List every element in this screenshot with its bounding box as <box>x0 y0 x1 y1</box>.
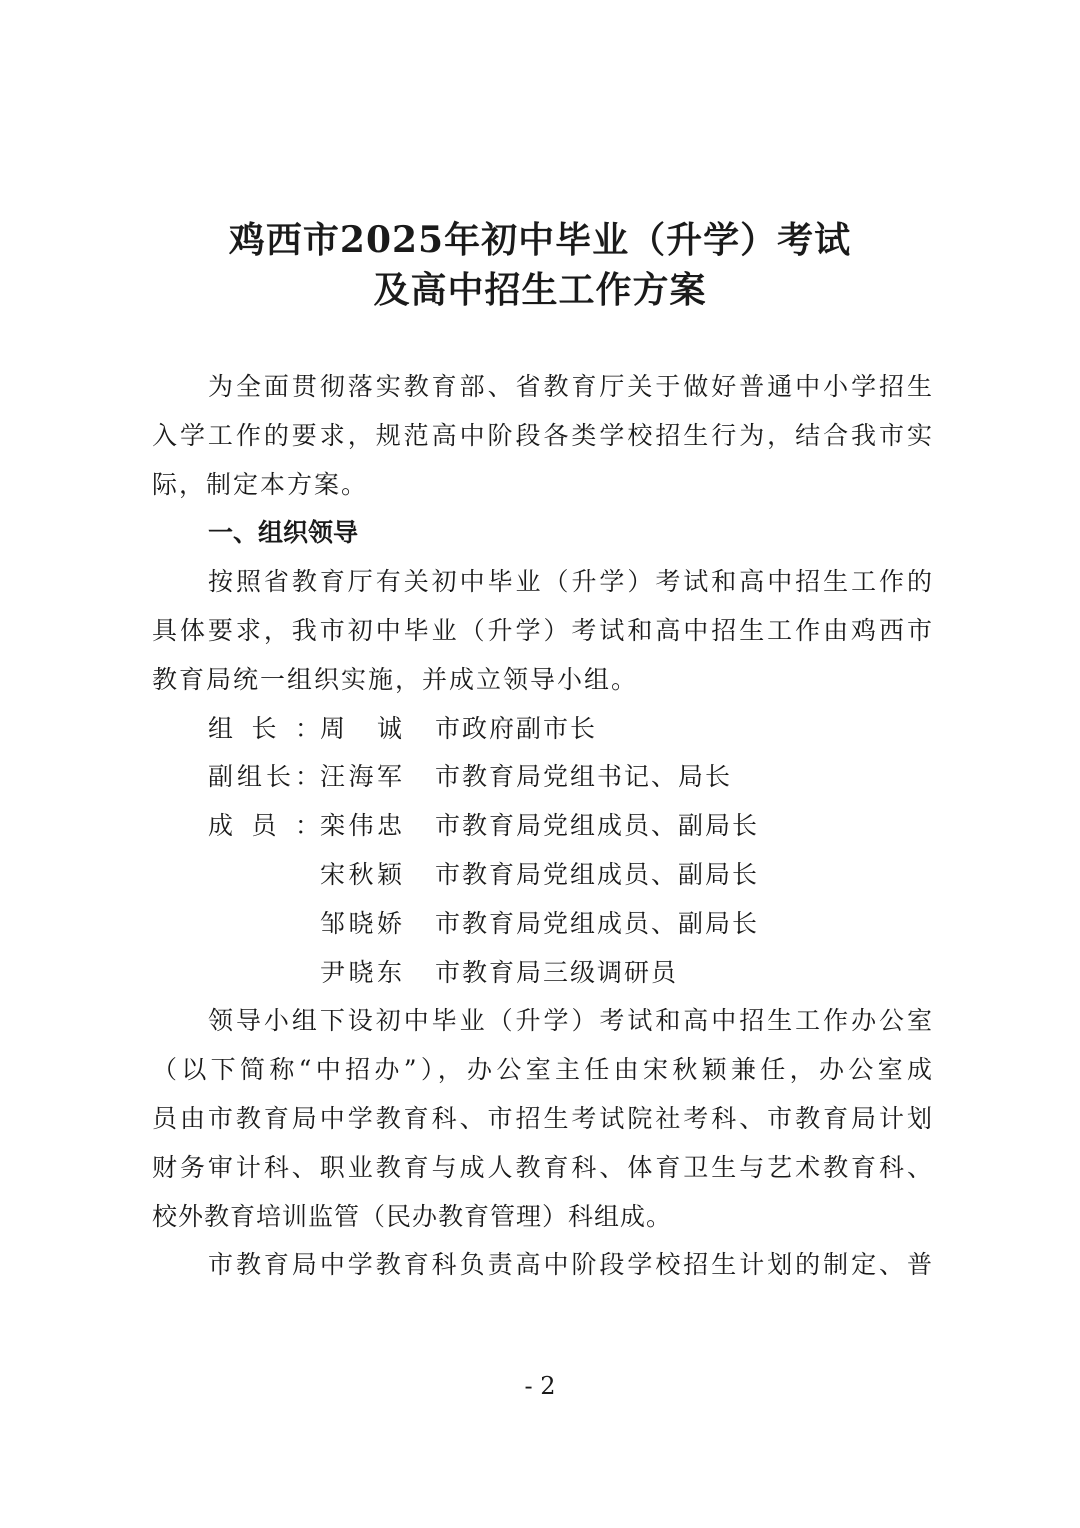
member-role: 市教育局党组成员、副局长 <box>435 908 760 938</box>
member-role: 市政府副市长 <box>435 713 598 743</box>
member-role: 市教育局党组成员、副局长 <box>435 811 760 841</box>
paragraph-line: 校外教育培训监管（民办教育管理）科组成。 <box>152 1201 673 1231</box>
member-row <box>152 753 932 802</box>
member-row <box>152 900 932 949</box>
member-row <box>152 705 932 754</box>
member-row <box>152 851 932 900</box>
member-role: 市教育局三级调研员 <box>435 957 679 987</box>
paragraph-line: 市教育局中学教育科负责高中阶段学校招生计划的制定、普 <box>208 1250 932 1280</box>
member-row <box>152 802 932 851</box>
member-label: 成员： <box>208 811 320 841</box>
paragraph-line: 按照省教育厅有关初中毕业（升学）考试和高中招生工作的 <box>208 567 932 597</box>
paragraph-line: 员由市教育局中学教育科、市招生考试院社考科、市教育局计划 <box>152 1103 932 1133</box>
member-label: 组长： <box>208 713 320 743</box>
member-label <box>208 949 320 998</box>
paragraph-line: 教育局统一组织实施，并成立领导小组。 <box>152 664 639 694</box>
paragraph-line: 领导小组下设初中毕业（升学）考试和高中招生工作办公室 <box>208 1006 932 1036</box>
member-name: 尹晓东 <box>320 957 402 987</box>
document-body <box>152 363 932 1290</box>
member-role: 市教育局党组书记、局长 <box>435 762 733 792</box>
document-title-line-2: 及高中招生工作方案 <box>373 269 707 311</box>
member-label <box>208 900 320 949</box>
member-name: 邹晓娇 <box>320 908 402 938</box>
member-name: 汪海军 <box>320 762 402 792</box>
intro-line: 入学工作的要求，规范高中阶段各类学校招生行为，结合我市实 <box>152 420 932 450</box>
member-role: 市教育局党组成员、副局长 <box>435 859 760 889</box>
section-heading: 一、组织领导 <box>208 518 359 548</box>
paragraph-line: 财务审计科、职业教育与成人教育科、体育卫生与艺术教育科、 <box>152 1152 932 1182</box>
paragraph-line: （以下简称“中招办”），办公室主任由宋秋颖兼任，办公室成 <box>152 1055 932 1085</box>
intro-line: 为全面贯彻落实教育部、省教育厅关于做好普通中小学招生 <box>208 372 932 401</box>
member-name: 栾伟忠 <box>320 811 402 841</box>
member-name: 宋秋颖 <box>320 859 402 889</box>
member-row <box>152 949 932 998</box>
page-number: - 2 <box>524 1372 556 1400</box>
document-title-line-1: 鸡西市2025年初中毕业（升学）考试 <box>228 219 852 261</box>
member-label <box>208 851 320 900</box>
member-label: 副组长： <box>208 762 320 792</box>
paragraph-line: 具体要求，我市初中毕业（升学）考试和高中招生工作由鸡西市 <box>152 615 932 645</box>
member-name: 周诚 <box>320 713 402 743</box>
intro-line: 际，制定本方案。 <box>152 469 369 499</box>
